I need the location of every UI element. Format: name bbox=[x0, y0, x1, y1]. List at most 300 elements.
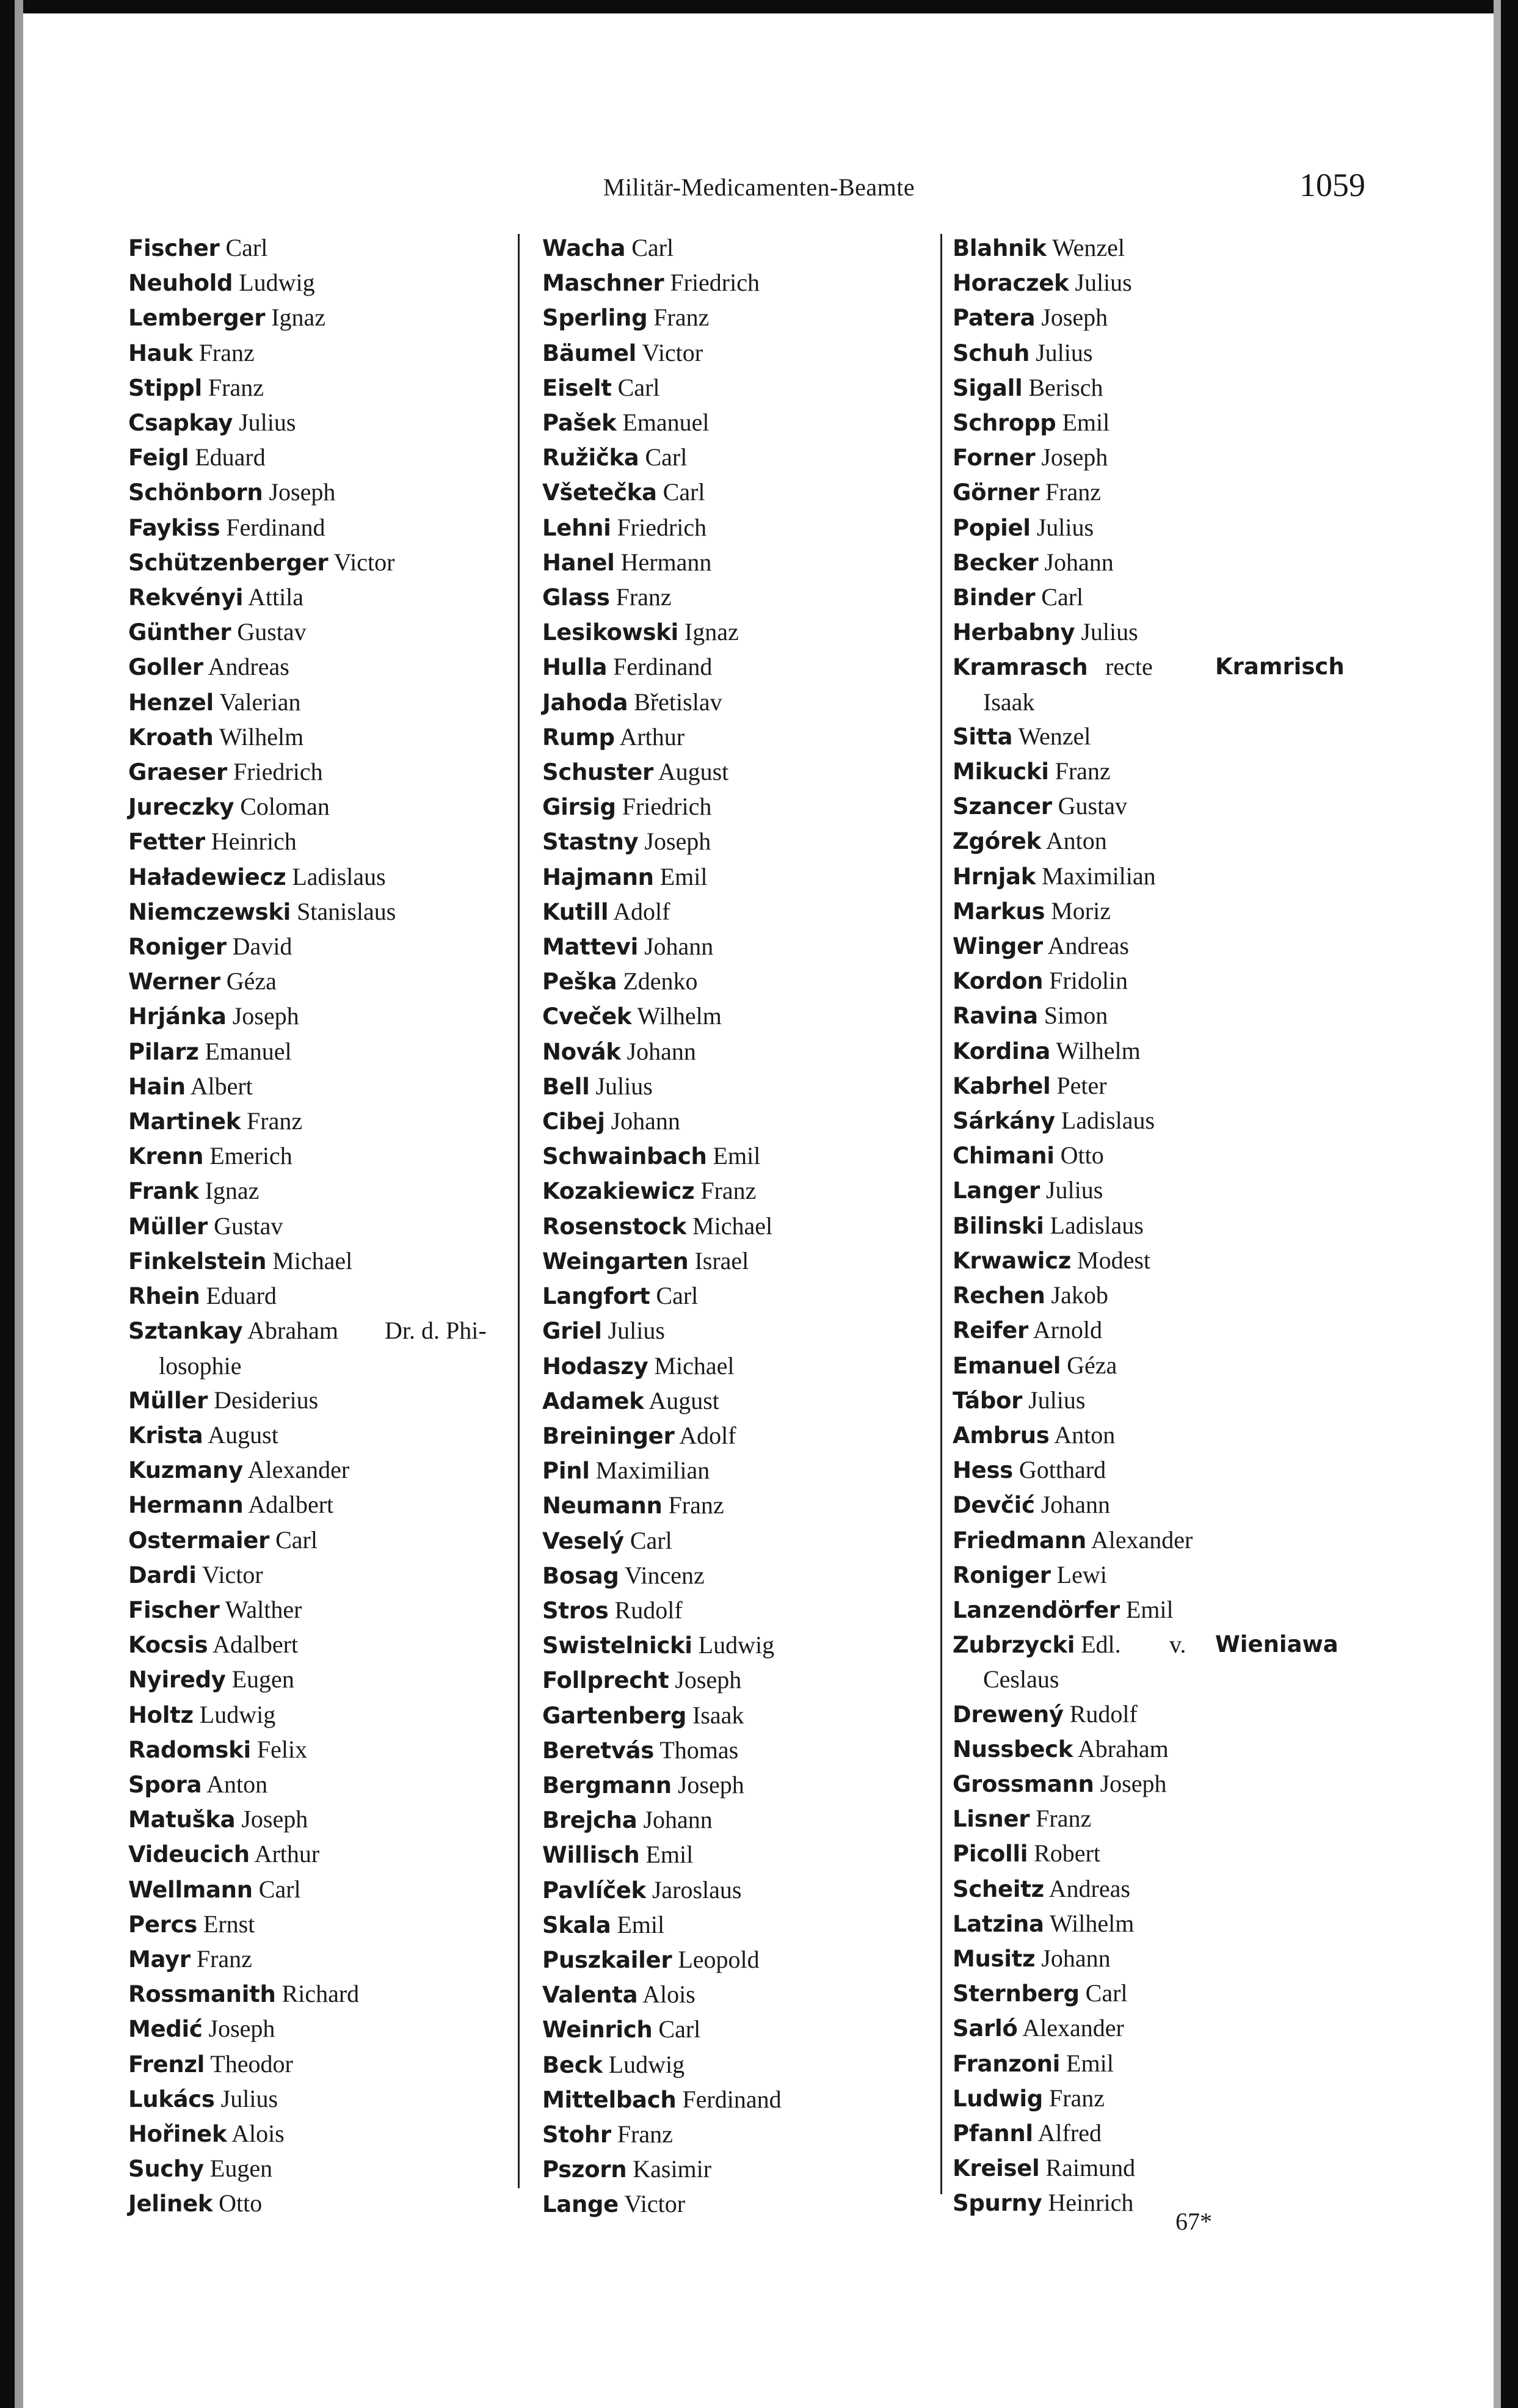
name-entry bbox=[953, 964, 1331, 998]
name-entry bbox=[953, 580, 1331, 615]
name-entry bbox=[542, 964, 921, 999]
surname: Feigl bbox=[128, 445, 189, 471]
surname: Spurny bbox=[953, 2190, 1042, 2217]
surname: Lange bbox=[542, 2191, 619, 2218]
name-entry bbox=[128, 440, 507, 475]
given-name: Julius bbox=[1028, 1386, 1086, 1414]
name-entry bbox=[953, 2151, 1331, 2186]
name-entry bbox=[128, 1628, 507, 1662]
given-name: Otto bbox=[1060, 1141, 1104, 1169]
surname: Rosenstock bbox=[542, 1213, 687, 1240]
given-name: Carl bbox=[275, 1526, 318, 1554]
surname: Ravina bbox=[953, 1003, 1038, 1030]
surname: Cveček bbox=[542, 1003, 632, 1030]
name-entry bbox=[128, 2186, 507, 2221]
surname: Pavlíček bbox=[542, 1877, 646, 1904]
given-name: Zdenko bbox=[623, 967, 698, 995]
surname: Neumann bbox=[542, 1493, 663, 1519]
surname: Bilinski bbox=[953, 1212, 1044, 1239]
given-name: Gustav bbox=[214, 1212, 283, 1240]
surname: Stippl bbox=[128, 374, 202, 401]
given-name: Valerian bbox=[219, 688, 301, 716]
surname: Kocsis bbox=[128, 1632, 208, 1659]
surname: Kuzmany bbox=[128, 1457, 243, 1484]
surname: Videucich bbox=[128, 1841, 250, 1868]
given-name: Franz bbox=[1045, 478, 1101, 506]
name-entry bbox=[542, 1488, 921, 1523]
name-entry bbox=[542, 300, 921, 335]
given-name: Wilhelm bbox=[219, 722, 304, 751]
surname: Hermann bbox=[128, 1492, 244, 1519]
surname: Kutill bbox=[542, 898, 609, 925]
name-entry bbox=[128, 685, 507, 720]
surname: Hrjánka bbox=[128, 1003, 227, 1030]
given-name: Franz bbox=[617, 2120, 673, 2148]
surname: Langfort bbox=[542, 1283, 650, 1310]
name-entry bbox=[953, 1907, 1331, 1941]
surname: Roniger bbox=[128, 934, 227, 961]
name-entry bbox=[542, 2117, 921, 2152]
surname: Emanuel bbox=[953, 1352, 1061, 1379]
surname: Reifer bbox=[953, 1317, 1028, 1344]
surname: Pfannl bbox=[953, 2120, 1033, 2147]
given-name: Eugen bbox=[231, 1665, 294, 1693]
surname: Bergmann bbox=[542, 1772, 672, 1799]
name-entry bbox=[542, 1104, 921, 1139]
surname: Breininger bbox=[542, 1422, 675, 1449]
surname: Brejcha bbox=[542, 1807, 637, 1834]
given-name: Franz bbox=[1055, 757, 1111, 785]
given-name: Walther bbox=[225, 1595, 302, 1623]
given-name: Gustav bbox=[237, 618, 307, 646]
name-entry bbox=[542, 266, 921, 300]
name-entry bbox=[953, 1348, 1331, 1383]
surname: Latzina bbox=[953, 1910, 1044, 1937]
given-name: Carl bbox=[225, 234, 268, 261]
given-name: Alfred bbox=[1037, 2119, 1102, 2147]
name-entry bbox=[128, 475, 507, 510]
given-name: Carl bbox=[658, 2015, 701, 2043]
given-name: Michael bbox=[272, 1246, 353, 1275]
name-entry bbox=[542, 1628, 921, 1663]
name-entry bbox=[542, 2012, 921, 2047]
given-name: Eduard bbox=[206, 1282, 277, 1310]
name-entry bbox=[128, 755, 507, 790]
name-entry bbox=[542, 790, 921, 824]
entry-continuation: Isaak bbox=[983, 688, 1035, 716]
given-name: Géza bbox=[226, 967, 277, 995]
name-entry bbox=[542, 1593, 921, 1628]
given-name: Julius bbox=[1036, 513, 1094, 541]
column-rule bbox=[518, 234, 520, 2188]
name-entry bbox=[953, 1488, 1331, 1522]
surname: Finkelstein bbox=[128, 1248, 267, 1275]
given-name: Emil bbox=[1062, 409, 1110, 437]
given-name: Vincenz bbox=[624, 1561, 705, 1589]
given-name: Ernst bbox=[203, 1910, 255, 1938]
surname: Ludwig bbox=[953, 2085, 1043, 2112]
surname: Ambrus bbox=[953, 1422, 1050, 1449]
given-name: Victor bbox=[202, 1560, 263, 1588]
surname: Sternberg bbox=[953, 1981, 1080, 2007]
given-name: Wilhelm bbox=[637, 1002, 722, 1030]
surname: Krwawicz bbox=[953, 1247, 1071, 1274]
given-name: Arthur bbox=[254, 1840, 320, 1868]
given-name: Friedrich bbox=[622, 793, 712, 821]
given-name: Franz bbox=[616, 583, 672, 611]
name-entry bbox=[953, 754, 1331, 789]
name-entry bbox=[542, 1977, 921, 2012]
given-name: Franz bbox=[208, 373, 264, 401]
surname: Hulla bbox=[542, 654, 608, 681]
name-entry bbox=[953, 929, 1331, 964]
name-entry bbox=[953, 1453, 1331, 1488]
name-entry bbox=[542, 1174, 921, 1209]
name-entry bbox=[542, 2187, 921, 2222]
name-entry bbox=[953, 894, 1331, 929]
surname: Blahnik bbox=[953, 235, 1047, 261]
given-name: Berisch bbox=[1028, 373, 1103, 401]
name-entry bbox=[128, 1104, 507, 1139]
surname: Kroath bbox=[128, 724, 214, 751]
name-entry bbox=[953, 1941, 1331, 1976]
name-entry bbox=[953, 1767, 1331, 1802]
name-entry bbox=[128, 860, 507, 895]
name-entry bbox=[953, 1069, 1331, 1104]
name-entry bbox=[953, 1836, 1331, 1871]
surname: Wellmann bbox=[128, 1876, 253, 1903]
surname: Graeser bbox=[128, 759, 227, 786]
given-name: Ferdinand bbox=[613, 653, 713, 681]
name-entry bbox=[542, 1838, 921, 1872]
name-entry bbox=[128, 511, 507, 545]
given-name: Franz bbox=[1036, 1805, 1092, 1833]
surname: Winger bbox=[953, 933, 1043, 960]
surname: Mattevi bbox=[542, 934, 638, 961]
surname: Hrnjak bbox=[953, 863, 1036, 890]
given-name: Carl bbox=[630, 1526, 672, 1554]
name-entry bbox=[542, 2082, 921, 2117]
name-entry bbox=[128, 1383, 507, 1418]
given-name: Adalbert bbox=[212, 1631, 299, 1659]
given-name: Joseph bbox=[1100, 1769, 1167, 1797]
given-name: Julius bbox=[1081, 618, 1138, 646]
surname: Kozakiewicz bbox=[542, 1178, 695, 1205]
name-entry bbox=[953, 1034, 1331, 1069]
surname: Lemberger bbox=[128, 305, 266, 332]
name-entry bbox=[542, 1943, 921, 1977]
surname: Szancer bbox=[953, 793, 1052, 820]
name-entry bbox=[542, 999, 921, 1034]
given-name: Wenzel bbox=[1052, 234, 1125, 261]
given-name: Lewi bbox=[1056, 1560, 1107, 1588]
given-name: Joseph bbox=[675, 1666, 742, 1694]
name-entry bbox=[542, 1803, 921, 1838]
given-name: Eugen bbox=[209, 2155, 273, 2183]
given-name: Franz bbox=[700, 1177, 757, 1205]
surname: Krista bbox=[128, 1422, 203, 1449]
surname: Adamek bbox=[542, 1388, 644, 1414]
surname: Spora bbox=[128, 1771, 202, 1798]
name-entry bbox=[542, 580, 921, 615]
surname: Bell bbox=[542, 1073, 590, 1100]
given-name: Jaroslaus bbox=[652, 1875, 742, 1904]
given-name: Ludwig bbox=[199, 1700, 276, 1728]
surname: Pinl bbox=[542, 1458, 590, 1485]
name-entry bbox=[542, 1559, 921, 1593]
name-entry bbox=[953, 1243, 1331, 1278]
given-name: Raimund bbox=[1045, 2154, 1136, 2182]
surname: Chimani bbox=[953, 1143, 1055, 1169]
given-name: Rudolf bbox=[1069, 1700, 1138, 1728]
surname: Roniger bbox=[953, 1562, 1051, 1588]
entry-continuation: Ceslaus bbox=[983, 1665, 1059, 1693]
name-entry bbox=[542, 1873, 921, 1908]
surname: Henzel bbox=[128, 689, 214, 716]
given-name: Johann bbox=[644, 933, 714, 961]
surname: Patera bbox=[953, 305, 1036, 332]
surname: Mayr bbox=[128, 1946, 191, 1973]
surname: Jureczky bbox=[128, 794, 234, 821]
page-number: 1059 bbox=[1299, 167, 1365, 203]
surname: Kordon bbox=[953, 968, 1044, 995]
surname: Franzoni bbox=[953, 2050, 1061, 2077]
given-name: Ignaz bbox=[205, 1177, 260, 1205]
entry-note-surname: Kramrisch bbox=[1215, 653, 1345, 680]
given-name: Carl bbox=[656, 1282, 699, 1310]
name-entry bbox=[128, 929, 507, 964]
given-name: Victor bbox=[333, 548, 395, 576]
given-name: David bbox=[232, 933, 292, 961]
given-name: Emanuel bbox=[622, 409, 710, 437]
surname: Jelinek bbox=[128, 2191, 213, 2217]
given-name: Emil bbox=[1066, 2049, 1114, 2077]
surname: Picolli bbox=[953, 1841, 1028, 1868]
given-name: Ignaz bbox=[271, 304, 326, 332]
given-name: Anton bbox=[206, 1770, 268, 1798]
given-name: Friedrich bbox=[233, 758, 323, 786]
given-name: Franz bbox=[247, 1107, 303, 1135]
surname: Pašek bbox=[542, 410, 617, 437]
name-entry bbox=[128, 1662, 507, 1697]
given-name: Carl bbox=[645, 443, 688, 471]
given-name: Johann bbox=[643, 1806, 713, 1834]
given-name: Franz bbox=[1048, 2084, 1105, 2112]
given-name: Peter bbox=[1056, 1071, 1107, 1099]
name-entry bbox=[953, 2116, 1331, 2151]
surname: Valenta bbox=[542, 1982, 638, 2009]
name-entry bbox=[542, 231, 921, 266]
surname: Schuster bbox=[542, 759, 653, 786]
given-name: Alois bbox=[231, 2119, 285, 2147]
surname: Kramrasch bbox=[953, 654, 1088, 681]
surname: Veselý bbox=[542, 1527, 624, 1554]
given-name: Richard bbox=[281, 1980, 360, 2008]
given-name: Anton bbox=[1054, 1420, 1116, 1449]
surname: Holtz bbox=[128, 1701, 194, 1728]
surname: Hořinek bbox=[128, 2120, 227, 2147]
name-entry bbox=[542, 1733, 921, 1768]
name-entry bbox=[953, 1209, 1331, 1243]
name-entry bbox=[128, 300, 507, 335]
given-name: Géza bbox=[1067, 1351, 1117, 1379]
name-entry bbox=[542, 860, 921, 895]
name-entry bbox=[128, 1942, 507, 1977]
given-name: Arthur bbox=[619, 722, 685, 751]
name-entry bbox=[128, 1593, 507, 1628]
name-entry bbox=[128, 720, 507, 755]
given-name: Kasimir bbox=[633, 2155, 712, 2183]
given-name: Fridolin bbox=[1049, 967, 1128, 995]
given-name: Franz bbox=[196, 1944, 252, 1973]
surname: Beretvás bbox=[542, 1737, 655, 1764]
surname: Günther bbox=[128, 619, 231, 646]
given-name: Victor bbox=[624, 2190, 686, 2218]
name-entry bbox=[953, 231, 1331, 266]
surname: Rechen bbox=[953, 1282, 1045, 1309]
column-rule bbox=[940, 234, 942, 2194]
surname: Jahoda bbox=[542, 689, 628, 716]
name-entry bbox=[128, 1872, 507, 1907]
name-entry bbox=[128, 1558, 507, 1593]
name-entry bbox=[953, 1313, 1331, 1348]
name-column-1 bbox=[128, 231, 507, 2222]
surname: Hauk bbox=[128, 340, 193, 366]
surname: Fetter bbox=[128, 829, 205, 856]
surname: Goller bbox=[128, 654, 203, 681]
surname: Binder bbox=[953, 584, 1036, 611]
surname: Sitta bbox=[953, 723, 1013, 750]
surname: Rhein bbox=[128, 1283, 200, 1310]
surname: Kordina bbox=[953, 1038, 1051, 1064]
surname: Swistelnicki bbox=[542, 1632, 692, 1659]
scan-edge-right bbox=[1494, 0, 1501, 2408]
name-entry bbox=[542, 1279, 921, 1314]
given-name: Thomas bbox=[659, 1736, 739, 1764]
surname: Sperling bbox=[542, 305, 648, 332]
given-name: Johann bbox=[611, 1107, 680, 1135]
given-name: Heinrich bbox=[211, 828, 297, 856]
surname: Markus bbox=[953, 898, 1045, 925]
given-name: Wilhelm bbox=[1049, 1909, 1135, 1937]
given-name: Adalbert bbox=[248, 1491, 334, 1519]
surname: Beck bbox=[542, 2051, 603, 2078]
surname: Herbabny bbox=[953, 619, 1075, 646]
surname: Willisch bbox=[542, 1842, 640, 1869]
surname: Gartenberg bbox=[542, 1702, 687, 1729]
given-name: Johann bbox=[1040, 1491, 1111, 1519]
running-header: Militär-Medicamenten-Beamte bbox=[603, 173, 915, 201]
given-name: Julius bbox=[595, 1072, 653, 1100]
surname: Frank bbox=[128, 1178, 199, 1205]
given-name: August bbox=[648, 1386, 719, 1414]
name-entry bbox=[128, 406, 507, 440]
name-entry bbox=[128, 2082, 507, 2117]
name-entry bbox=[128, 580, 507, 615]
name-entry bbox=[128, 2117, 507, 2152]
surname: Zubrzycki bbox=[953, 1632, 1075, 1659]
entry-continuation: losophie bbox=[159, 1351, 242, 1380]
given-name: Emil bbox=[659, 862, 708, 890]
given-name: Joseph bbox=[1041, 304, 1108, 332]
given-name: Joseph bbox=[644, 828, 711, 856]
surname: Schwainbach bbox=[542, 1143, 707, 1170]
name-entry bbox=[953, 2186, 1331, 2221]
surname: Lisner bbox=[953, 1806, 1030, 1833]
given-name: Gotthard bbox=[1019, 1456, 1106, 1484]
surname: Pszorn bbox=[542, 2156, 627, 2183]
surname: Novák bbox=[542, 1038, 621, 1065]
name-entry bbox=[128, 545, 507, 580]
surname: Fischer bbox=[128, 1596, 220, 1623]
given-name: Wilhelm bbox=[1056, 1036, 1141, 1064]
name-entry bbox=[128, 1418, 507, 1453]
entry-note-surname: Wieniawa bbox=[1215, 1631, 1338, 1658]
name-entry bbox=[953, 336, 1331, 371]
surname: Drewený bbox=[953, 1701, 1064, 1728]
given-name: Emil bbox=[645, 1841, 694, 1869]
given-name: Maximilian bbox=[1042, 862, 1156, 890]
name-entry bbox=[542, 1663, 921, 1698]
name-entry bbox=[128, 1698, 507, 1733]
surname: Hanel bbox=[542, 549, 615, 576]
given-name: Victor bbox=[642, 338, 703, 366]
given-name: Carl bbox=[1041, 583, 1084, 611]
name-entry bbox=[953, 2011, 1331, 2046]
given-name: Alexander bbox=[1022, 2014, 1124, 2042]
given-name: Isaak bbox=[692, 1701, 744, 1729]
name-entry bbox=[953, 650, 1345, 685]
surname: Eiselt bbox=[542, 374, 612, 401]
given-name: Carl bbox=[617, 373, 660, 401]
given-name: Emil bbox=[713, 1142, 761, 1170]
given-name: Rudolf bbox=[614, 1596, 683, 1624]
entry-note: v. bbox=[1169, 1631, 1186, 1659]
name-entry bbox=[128, 2152, 507, 2186]
name-entry bbox=[542, 2048, 921, 2082]
surname: Hodaszy bbox=[542, 1353, 648, 1380]
scan-edge-left bbox=[15, 0, 23, 2408]
name-entry bbox=[953, 1593, 1331, 1628]
surname: Matuška bbox=[128, 1806, 236, 1833]
surname: Dardi bbox=[128, 1562, 197, 1588]
name-entry bbox=[953, 1802, 1331, 1836]
name-entry bbox=[542, 511, 921, 545]
given-name: Ladislaus bbox=[1061, 1107, 1155, 1135]
surname: Grossmann bbox=[953, 1770, 1094, 1797]
name-entry bbox=[953, 1173, 1331, 1208]
given-name: Robert bbox=[1034, 1839, 1100, 1868]
name-entry bbox=[542, 1419, 921, 1453]
name-entry bbox=[542, 755, 921, 790]
name-entry bbox=[542, 1384, 921, 1419]
surname: Frenzl bbox=[128, 2051, 205, 2078]
given-name: Johann bbox=[1041, 1944, 1111, 1972]
surname: Müller bbox=[128, 1213, 208, 1240]
surname: Puszkailer bbox=[542, 1946, 672, 1973]
surname: Stastny bbox=[542, 829, 639, 856]
surname: Neuhold bbox=[128, 270, 233, 297]
name-entry bbox=[953, 824, 1331, 859]
given-name: Emerich bbox=[209, 1142, 292, 1170]
name-entry bbox=[128, 1453, 507, 1488]
given-name: Alois bbox=[642, 1981, 695, 2009]
name-entry bbox=[128, 2047, 507, 2082]
name-entry bbox=[128, 1139, 507, 1174]
surname: Lukács bbox=[128, 2086, 215, 2112]
surname: Görner bbox=[953, 479, 1039, 506]
name-entry bbox=[953, 1697, 1331, 1732]
